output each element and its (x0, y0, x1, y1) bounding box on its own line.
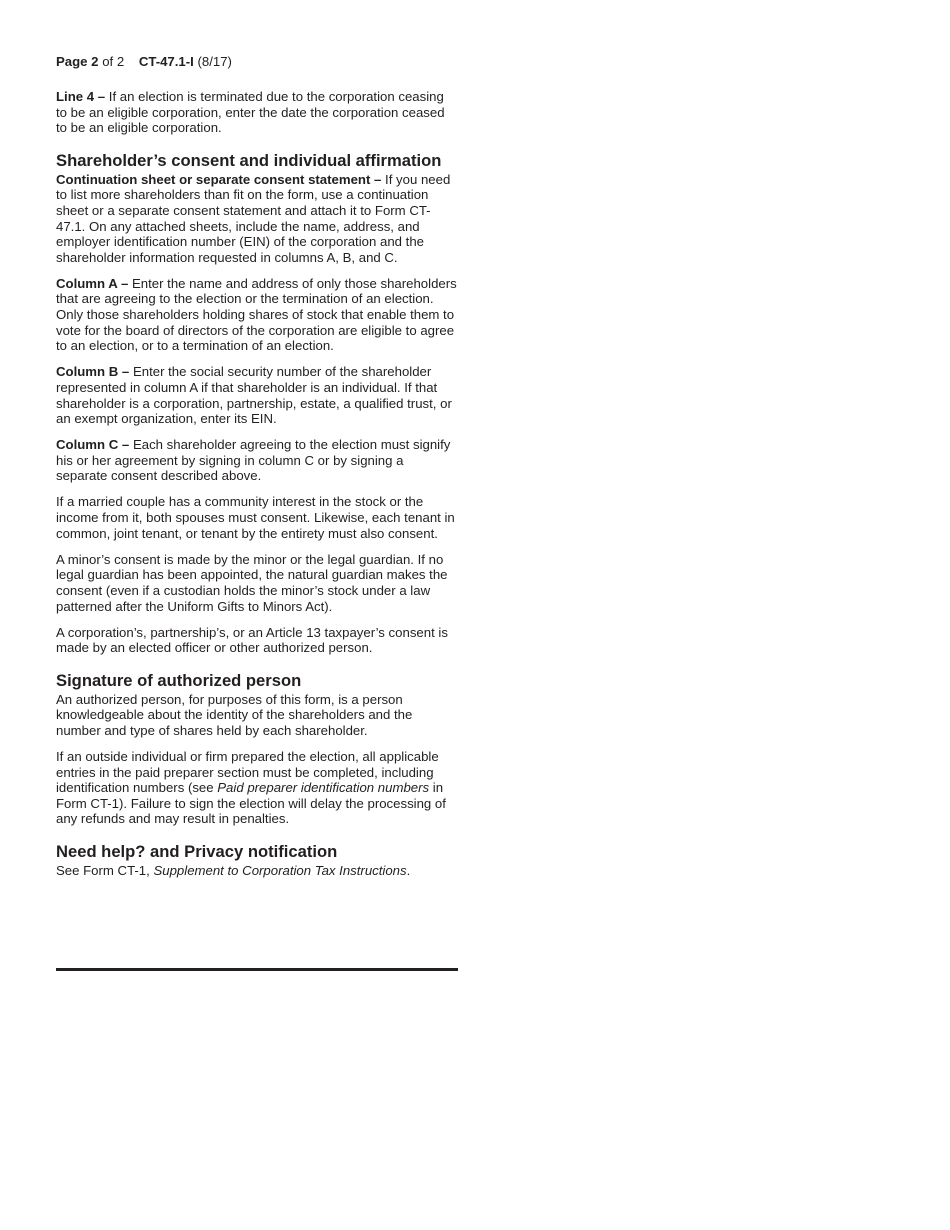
page-label: Page 2 (56, 54, 99, 69)
column-a-lead: Column A – (56, 275, 129, 291)
continuation-paragraph (56, 172, 458, 266)
signature-paragraph-2-start: If an outside individual or firm prepared the election, all applicable entries in the paid preparer section must be completed, including identification numbers (see (56, 749, 439, 796)
line4-text: If an election is terminated due to the corporation ceasing to be an eligible corporation, enter the date the corporation ceased to be an eligible corporation. (56, 89, 445, 136)
signature-paragraph-1: An authorized person, for purposes of this form, is a person knowledgeable about the identity of the shareholders and the number and type of shares held by each shareholder. (56, 691, 413, 738)
column-c-paragraph (56, 437, 458, 484)
consent-heading: Shareholder’s consent and individual affirmation (56, 150, 442, 170)
help-text-end: . (406, 863, 411, 879)
column-c-lead: Column C – (56, 437, 130, 453)
page-header (56, 53, 458, 70)
column-b-text: Enter the social security number of the shareholder represented in column A if that shareholder is an individual. If that shareholder is a corporation, partnership, estate, a qualified trust, or an exempt organization, enter its EIN. (56, 364, 452, 427)
line4-paragraph (56, 89, 458, 136)
line4-lead: Line 4 – (56, 89, 106, 104)
column-a-text: Enter the name and address of only those shareholders that are agreeing to the election or the termination of an election. Only those shareholders holding shares of stock that enable them to vote for the board of directors of the corporation are eligible to agree to an election, or to a termination of an election. (56, 275, 457, 354)
section-end-rule (56, 968, 458, 971)
instructions-column (56, 53, 458, 889)
continuation-text: If you need to list more shareholders than fit on the form, use a continuation sheet or a separate consent statement and attach it to Form CT-47.1. On any attached sheets, include the name, address, and employer identification number (EIN) of the corporation and the shareholder information requested in columns A, B, and C. (56, 171, 451, 265)
form-date: (8/17) (197, 54, 232, 69)
column-b-lead: Column B – (56, 364, 130, 380)
signature-paragraph-2-end: in Form CT-1). Failure to sign the election will delay the processing of any refunds and may result in penalties. (56, 780, 446, 827)
column-c-text: Each shareholder agreeing to the election must signify his or her agreement by signing in column C or by signing a separate consent described above. (56, 437, 451, 484)
page-of: of 2 (102, 54, 125, 69)
column-a-paragraph (56, 276, 458, 354)
continuation-lead: Continuation sheet or separate consent statement – (56, 171, 382, 187)
signature-heading: Signature of authorized person (56, 670, 302, 690)
column-b-paragraph (56, 364, 458, 426)
form-id: CT-47.1-I (138, 54, 194, 69)
help-text-start: See Form CT-1, (56, 863, 154, 879)
help-paragraph (56, 863, 458, 879)
paid-preparer-reference: Paid preparer identification numbers (217, 780, 430, 796)
corporation-paragraph: A corporation’s, partnership’s, or an Article 13 taxpayer’s consent is made by an elected officer or other authorized person. (56, 624, 448, 656)
help-heading: Need help? and Privacy notification (56, 842, 338, 862)
married-couple-paragraph: If a married couple has a community interest in the stock or the income from it, both spouses must consent. Likewise, each tenant in common, joint tenant, or tenant by the entirety must also consent. (56, 494, 455, 541)
supplement-title: Supplement to Corporation Tax Instructions (153, 863, 407, 879)
signature-paragraph-2 (56, 749, 458, 827)
minor-paragraph: A minor’s consent is made by the minor or the legal guardian. If no legal guardian has been appointed, the natural guardian makes the consent (even if a custodian holds the minor’s stock under a law patterned after the Uniform Gifts to Minors Act). (56, 551, 448, 614)
